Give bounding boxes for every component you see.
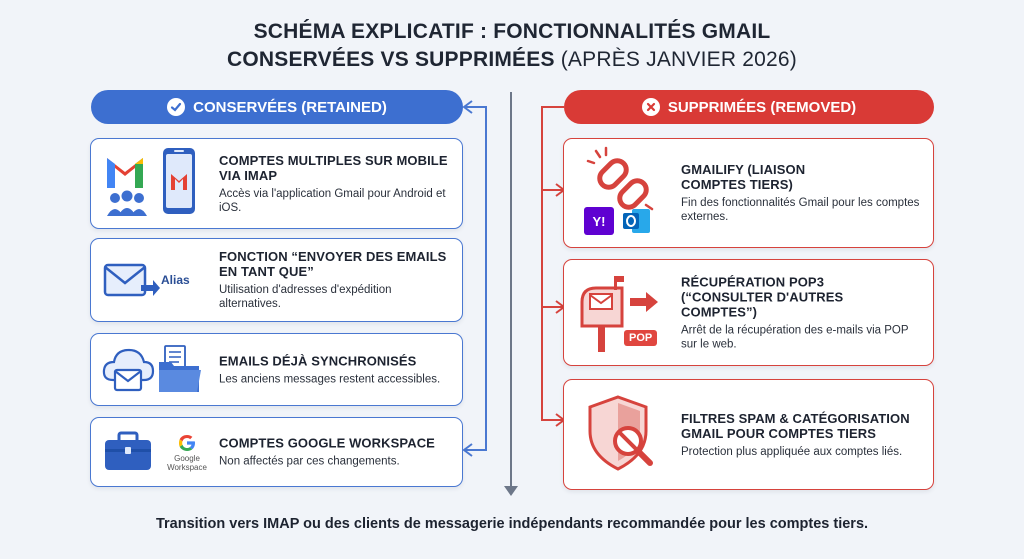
- footer-note: Transition vers IMAP ou des clients de messagerie indépendants recommandée pour les comptes tiers.: [155, 516, 869, 532]
- center-divider-arrow: [510, 92, 512, 490]
- retained-card-send-as: [90, 238, 463, 322]
- synced-text: [219, 353, 452, 386]
- check-circle-icon: [167, 98, 185, 116]
- alias-icons: [101, 239, 190, 321]
- center-divider-arrowhead: [504, 486, 518, 496]
- spam-desc: Protection plus appliquée aux comptes liés.: [681, 445, 903, 458]
- title-line-1: SCHÉMA EXPLICATIF : FONCTIONNALITÉS GMAIL: [253, 20, 771, 43]
- pop3-text: [681, 274, 921, 351]
- retained-connector: [462, 95, 502, 465]
- title-line-2-bold: CONSERVÉES VS SUPPRIMÉES: [227, 48, 555, 71]
- title-line-2-light: (APRÈS JANVIER 2026): [560, 48, 797, 71]
- x-circle-icon: [642, 98, 660, 116]
- alias-label: Alias: [161, 273, 190, 287]
- pop3-desc: Arrêt de la récupération des e-mails via POP sur le web.: [681, 324, 909, 350]
- send-as-title: FONCTION “ENVOYER DES EMAILS EN TANT QUE”: [219, 249, 447, 279]
- retained-header-label: CONSERVÉES (RETAINED): [193, 98, 387, 116]
- send-as-text: [219, 249, 452, 311]
- yahoo-logo: [584, 207, 614, 235]
- pop3-icons: [574, 260, 674, 365]
- yahoo-logo-label: Y!: [592, 213, 606, 229]
- imap-title: COMPTES MULTIPLES SUR MOBILE VIA IMAP: [219, 152, 448, 183]
- removed-header-label: SUPPRIMÉES (REMOVED): [667, 98, 857, 116]
- diagram-title: [0, 18, 1024, 74]
- retained-card-imap: [90, 138, 463, 229]
- title-line-2: [0, 46, 1024, 74]
- removed-card-spam-filters: [563, 379, 934, 490]
- retained-card-synced: [90, 333, 463, 406]
- briefcase-icon: [101, 427, 157, 477]
- envelope-arrow-icon: [101, 255, 161, 305]
- synced-desc: Les anciens messages restent accessibles.: [219, 373, 441, 385]
- retained-header: [91, 90, 463, 124]
- shield-magnifier-icon: [574, 387, 674, 483]
- removed-card-pop3: [563, 259, 934, 366]
- workspace-text: [219, 436, 452, 469]
- spam-text: [681, 411, 921, 459]
- outlook-icon: [622, 207, 652, 235]
- gmailify-text: [681, 162, 921, 224]
- removed-connector: [528, 95, 568, 435]
- gmailify-title: GMAILIFY (LIAISON COMPTES TIERS): [681, 162, 806, 192]
- spam-title: FILTRES SPAM & CATÉGORISATION GMAIL POUR COMPTES TIERS: [681, 410, 910, 441]
- google-workspace-logo: [163, 432, 211, 472]
- synced-icons: [101, 334, 206, 405]
- imap-text: [219, 153, 452, 215]
- spam-icons: [574, 380, 674, 489]
- retained-card-workspace: [90, 417, 463, 487]
- workspace-icons: [101, 418, 211, 486]
- synced-title: EMAILS DÉJÀ SYNCHRONISÉS: [219, 353, 417, 368]
- workspace-desc: Non affectés par ces changements.: [219, 455, 400, 468]
- cloud-envelope-folder-icon: [101, 340, 206, 400]
- imap-icons: [101, 139, 211, 228]
- google-g-icon: [176, 432, 198, 454]
- removed-header: [564, 90, 934, 124]
- google-workspace-label: Google Workspace: [167, 454, 207, 472]
- send-as-desc: Utilisation d'adresses d'expédition alternatives.: [219, 284, 392, 310]
- gmailify-desc: Fin des fonctionnalités Gmail pour les comptes externes.: [681, 197, 920, 223]
- pop3-title: RÉCUPÉRATION POP3 (“CONSULTER D'AUTRES COMPTES”): [681, 274, 844, 319]
- gmail-people-phone-icon: [101, 144, 211, 224]
- pop-label: POP: [624, 330, 657, 346]
- removed-card-gmailify: [563, 138, 934, 248]
- imap-desc: Accès via l'application Gmail pour Android et iOS.: [219, 187, 446, 214]
- workspace-title: COMPTES GOOGLE WORKSPACE: [219, 435, 435, 451]
